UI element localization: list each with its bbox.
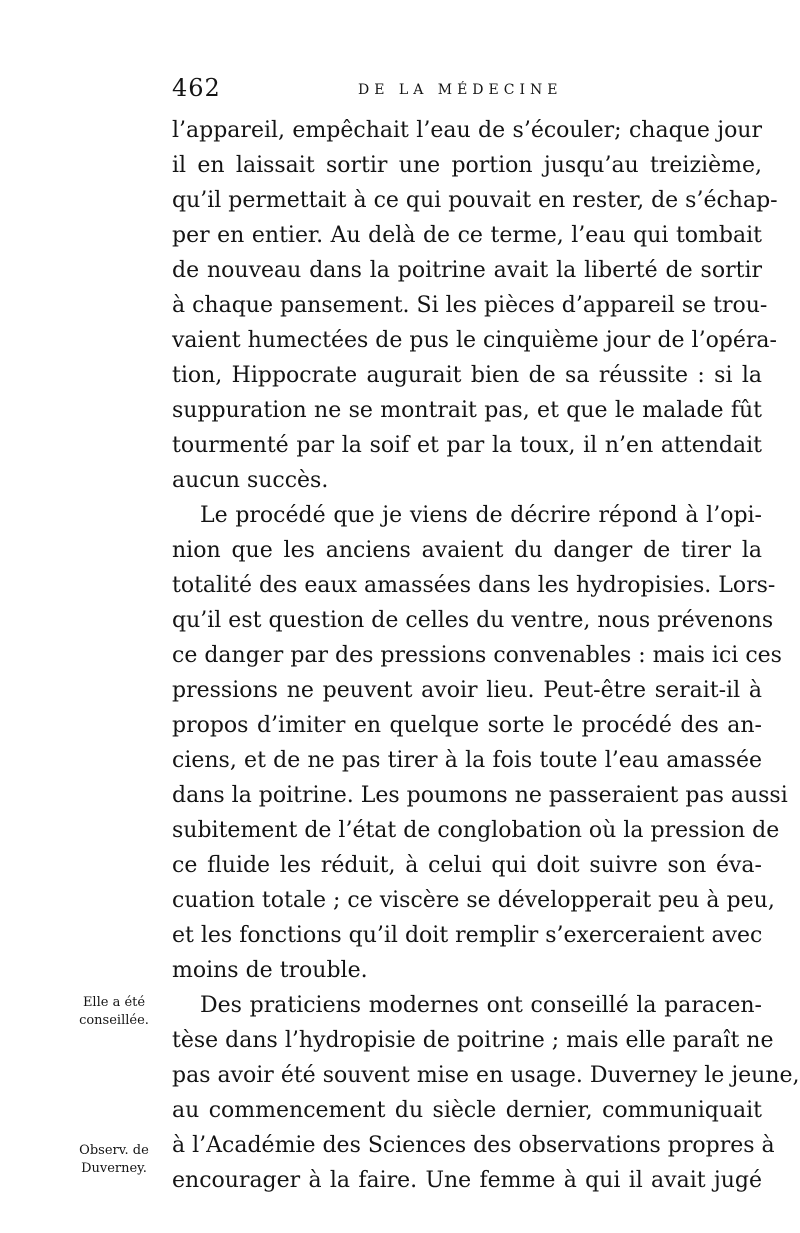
page-number: 462: [172, 74, 221, 102]
text-line: au commencement du siècle dernier, communiquait: [172, 1098, 762, 1123]
text-line: cuation totale ; ce viscère se développerait peu à peu,: [172, 888, 775, 913]
text-line: à l’Académie des Sciences des observations propres à: [172, 1133, 775, 1158]
text-line: qu’il permettait à ce qui pouvait en rester, de s’échap-: [172, 188, 778, 213]
text-line: pas avoir été souvent mise en usage. Duverney le jeune,: [172, 1063, 800, 1088]
text-line: pressions ne peuvent avoir lieu. Peut-être serait-il à: [172, 678, 762, 703]
text-line: suppuration ne se montrait pas, et que le malade fût: [172, 398, 762, 423]
margin-note-line: Duverney.: [81, 1161, 147, 1176]
text-line: aucun succès.: [172, 468, 329, 493]
text-line: ce fluide les réduit, à celui qui doit suivre son éva-: [172, 853, 762, 878]
page-header: [172, 76, 762, 112]
text-line: il en laissait sortir une portion jusqu’au treizième,: [172, 153, 762, 178]
text-line: de nouveau dans la poitrine avait la liberté de sortir: [172, 258, 762, 283]
text-line: tourmenté par la soif et par la toux, il n’en attendait: [172, 433, 762, 458]
running-head: DE LA MÉDECINE: [358, 82, 563, 98]
text-line: et les fonctions qu’il doit remplir s’exerceraient avec: [172, 923, 763, 948]
text-line: qu’il est question de celles du ventre, nous prévenons: [172, 608, 774, 633]
text-line: tèse dans l’hydropisie de poitrine ; mais elle paraît ne: [172, 1028, 774, 1053]
text-line: nion que les anciens avaient du danger de tirer la: [172, 538, 762, 563]
margin-note-conseillee: [64, 994, 164, 1030]
body-text: [172, 113, 800, 1198]
text-line: subitement de l’état de conglobation où la pression de: [172, 818, 780, 843]
margin-note-duverney: [64, 1142, 164, 1178]
text-line: dans la poitrine. Les poumons ne passeraient pas aussi: [172, 783, 788, 808]
paragraph-start-line: Le procédé que je viens de décrire répond à l’opi-: [200, 503, 762, 528]
text-line: ce danger par des pressions convenables : mais ici ces: [172, 643, 782, 668]
margin-note-line: Elle a été: [82, 995, 146, 1010]
text-line: à chaque pansement. Si les pièces d’appareil se trou-: [172, 293, 768, 318]
text-line: tion, Hippocrate augurait bien de sa réussite : si la: [172, 363, 762, 388]
text-line: moins de trouble.: [172, 958, 368, 983]
text-line: per en entier. Au delà de ce terme, l’eau qui tombait: [172, 223, 762, 248]
text-line: propos d’imiter en quelque sorte le procédé des an-: [172, 713, 762, 738]
text-line: vaient humectées de pus le cinquième jour de l’opéra-: [172, 328, 777, 353]
margin-note-line: conseillée.: [79, 1013, 149, 1028]
paragraph-start-line: Des praticiens modernes ont conseillé la paracen-: [200, 993, 762, 1018]
text-line: totalité des eaux amassées dans les hydropisies. Lors-: [172, 573, 776, 598]
text-line: l’appareil, empêchait l’eau de s’écouler; chaque jour: [172, 118, 762, 143]
margin-note-line: Observ. de: [79, 1143, 149, 1158]
text-line: ciens, et de ne pas tirer à la fois toute l’eau amassée: [172, 748, 762, 773]
text-line: encourager à la faire. Une femme à qui il avait jugé: [172, 1168, 762, 1193]
